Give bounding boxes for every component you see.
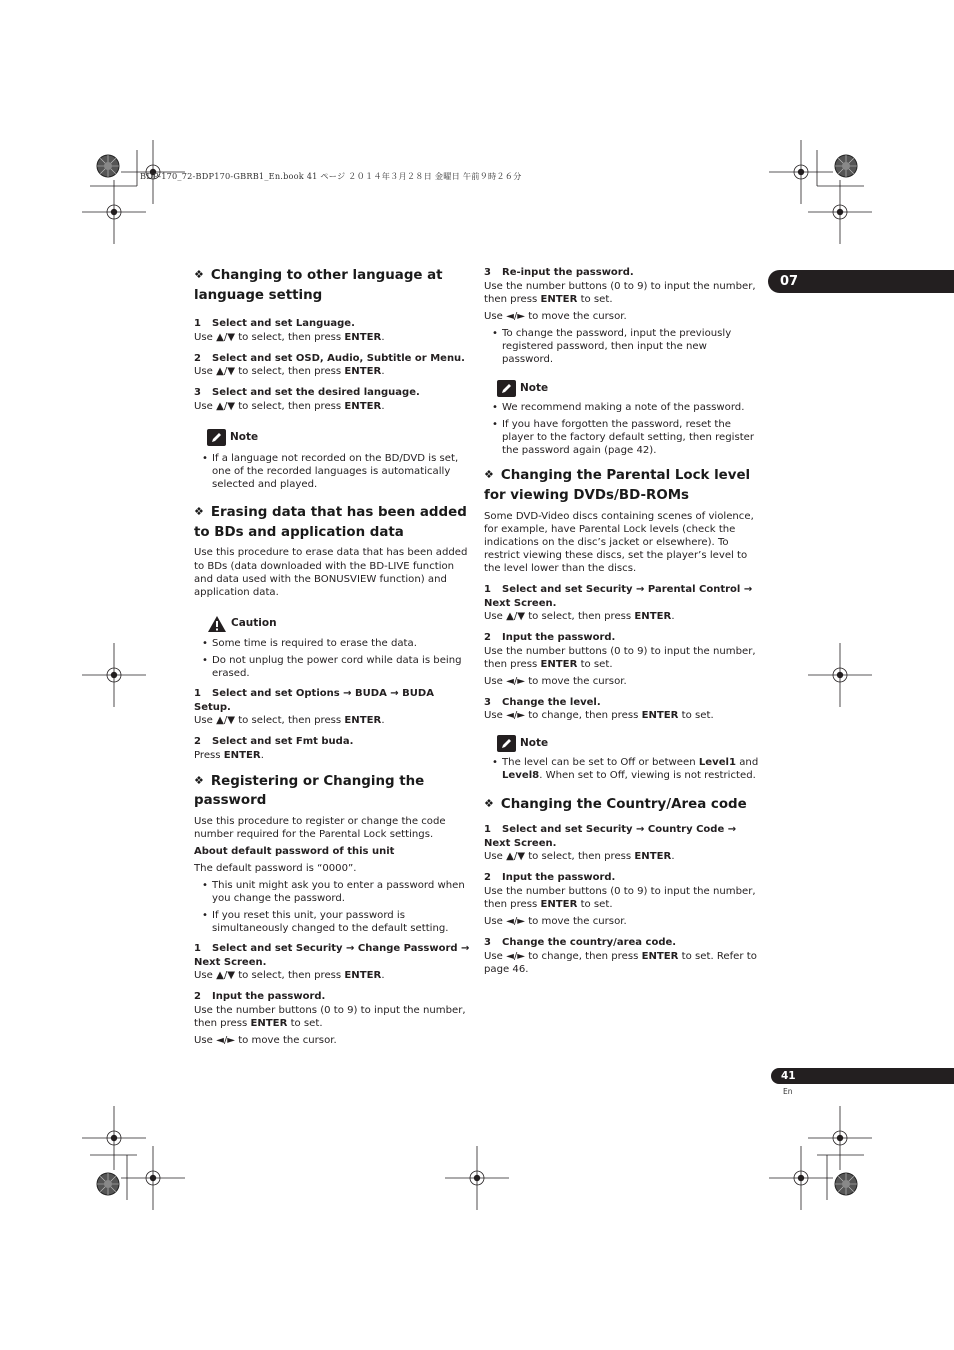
default-password-text: The default password is “0000”. (194, 862, 357, 874)
step-2-cursor-text: Use ◄/► to move the cursor. (484, 916, 627, 928)
step-3-heading: 3 Re-input the password. (484, 267, 634, 278)
page-language: En (783, 1087, 793, 1096)
step-2-cursor-text: Use ◄/► to move the cursor. (484, 675, 627, 687)
step-2-heading: 2 Select and set Fmt buda. (194, 736, 354, 748)
step-3-text: Use the number buttons (0 to 9) to input the number, then press ENTER to set. (484, 280, 756, 305)
diamond-icon: ❖ (194, 268, 204, 281)
section-body: Some DVD-Video discs containing scenes of violence, for example, have Parental Lock levels (check the indications on the disc’s jacket or elsewhere). To restrict viewing these discs, set the player’s level to the level lower than the discs. (484, 510, 754, 574)
step-3-text: Use ◄/► to change, then press ENTER to set. (484, 710, 714, 722)
pencil-note-icon (497, 735, 516, 752)
section-body: Use this procedure to erase data that has been added to BDs (data downloaded with the BD-LIVE function and data used with the BONUSVIEW function) and application data. (194, 547, 468, 598)
subheading-default-password: About default password of this unit (194, 846, 395, 858)
section-heading-country-code: ❖ Changing the Country/Area code (484, 794, 760, 815)
step-2-cursor-text: Use ◄/► to move the cursor. (194, 1034, 337, 1046)
step-2-text: Use ▲/▼ to select, then press ENTER. (194, 366, 385, 378)
step-1-heading: 1 Select and set Options → BUDA → BUDA Setup. (194, 688, 434, 713)
step-1-text: Use ▲/▼ to select, then press ENTER. (484, 611, 675, 623)
chapter-tab: 07 (768, 270, 954, 293)
diamond-icon: ❖ (484, 468, 494, 482)
step-1-text: Use ▲/▼ to select, then press ENTER. (194, 970, 385, 982)
note-heading: Note (484, 735, 760, 752)
diamond-icon: ❖ (194, 505, 204, 519)
bullet: • To change the password, input the previously registered password, then input the new password. (484, 327, 760, 366)
page-number: 41 (771, 1068, 954, 1084)
warning-triangle-icon (207, 615, 227, 633)
note-bullet: • The level can be set to Off or between Level1 and Level8. When set to Off, viewing is not restricted. (484, 756, 760, 782)
step-3-heading: 3 Change the level. (484, 696, 601, 708)
step-3-cursor-text: Use ◄/► to move the cursor. (484, 310, 627, 322)
section-heading-parental-lock: ❖ Changing the Parental Lock level for viewing DVDs/BD-ROMs (484, 465, 760, 505)
note-heading: Note (194, 429, 470, 446)
right-column (484, 266, 760, 976)
step-2-text: Use the number buttons (0 to 9) to input the number, then press ENTER to set. (194, 1004, 466, 1029)
bullet: • If you reset this unit, your password is simultaneously changed to the default setting. (194, 909, 470, 935)
step-1-heading: 1 Select and set Security → Change Password → Next Screen. (194, 943, 470, 968)
step-1-heading: 1 Select and set Security → Parental Control → Next Screen. (484, 584, 753, 609)
step-2-text: Press ENTER. (194, 749, 264, 761)
note-bullet: • We recommend making a note of the password. (484, 401, 760, 414)
section-body: Use this procedure to register or change the code number required for the Parental Lock settings. (194, 815, 446, 841)
step-1-heading: 1 Select and set Language. (194, 318, 355, 330)
caution-bullet: • Some time is required to erase the data. (194, 637, 470, 650)
step-3-heading: 3 Change the country/area code. (484, 937, 677, 949)
section-heading-password: ❖ Registering or Changing the password (194, 771, 470, 811)
step-2-text: Use the number buttons (0 to 9) to input the number, then press ENTER to set. (484, 645, 756, 670)
left-column (194, 265, 470, 1047)
note-bullet: • If a language not recorded on the BD/DVD is set, one of the recorded languages is automatically selected and played. (194, 452, 470, 491)
step-2-heading: 2 Input the password. (194, 991, 326, 1003)
step-2-heading: 2 Select and set OSD, Audio, Subtitle or Menu. (194, 352, 465, 364)
step-3-heading: 3 Select and set the desired language. (194, 387, 420, 399)
step-2-heading: 2 Input the password. (484, 872, 616, 884)
section-heading-language: ❖ Changing to other language at language setting (194, 265, 470, 305)
step-1-text: Use ▲/▼ to select, then press ENTER. (194, 331, 385, 343)
step-1-text: Use ▲/▼ to select, then press ENTER. (194, 715, 385, 727)
diamond-icon: ❖ (194, 773, 204, 787)
diamond-icon: ❖ (484, 796, 494, 810)
step-3-text: Use ◄/► to change, then press ENTER to set. Refer to page 46. (484, 950, 757, 975)
pencil-note-icon (497, 380, 516, 397)
bullet: • This unit might ask you to enter a password when you change the password. (194, 879, 470, 905)
step-3-text: Use ▲/▼ to select, then press ENTER. (194, 400, 385, 412)
step-1-text: Use ▲/▼ to select, then press ENTER. (484, 851, 675, 863)
step-1-heading: 1 Select and set Security → Country Code → Next Screen. (484, 824, 737, 849)
note-heading: Note (484, 380, 760, 397)
caution-bullet: • Do not unplug the power cord while data is being erased. (194, 654, 470, 680)
step-2-text: Use the number buttons (0 to 9) to input the number, then press ENTER to set. (484, 885, 756, 911)
caution-heading: Caution (194, 615, 470, 633)
note-bullet: • If you have forgotten the password, reset the player to the factory default setting, then register the password again (page 42). (484, 418, 760, 457)
section-heading-erasing: ❖ Erasing data that has been added to BDs and application data (194, 502, 470, 542)
step-2-heading: 2 Input the password. (484, 632, 616, 644)
pencil-note-icon (207, 429, 226, 446)
print-header: BDP-170_72-BDP170-GBRB1_En.book 41 ページ ２０１４年３月２８日 金曜日 午前９時２６分 (140, 171, 522, 181)
